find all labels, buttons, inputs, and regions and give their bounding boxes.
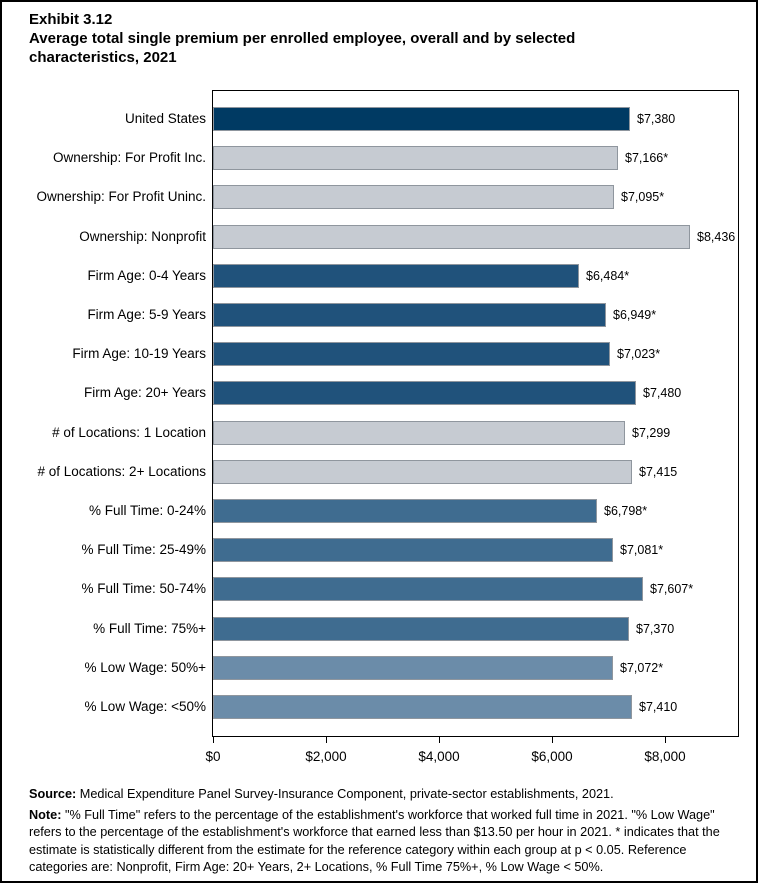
bar bbox=[213, 381, 636, 405]
category-label: # of Locations: 1 Location bbox=[52, 424, 206, 440]
value-label: $7,095* bbox=[621, 190, 665, 205]
x-axis-tick-label: $6,000 bbox=[531, 749, 573, 764]
bar bbox=[213, 146, 618, 170]
value-label: $7,370 bbox=[636, 621, 675, 636]
bar bbox=[213, 107, 630, 131]
x-axis-tick bbox=[552, 737, 553, 743]
category-label: % Full Time: 0-24% bbox=[88, 503, 206, 518]
x-axis-tick-label: $8,000 bbox=[644, 749, 686, 764]
x-axis-tick bbox=[665, 737, 666, 743]
value-label: $7,410 bbox=[639, 700, 678, 714]
bar bbox=[213, 577, 643, 601]
value-label: $6,484* bbox=[586, 268, 630, 283]
bar bbox=[213, 499, 597, 523]
x-axis-tick bbox=[213, 737, 214, 743]
value-label: $7,480 bbox=[643, 386, 682, 401]
bar bbox=[213, 303, 606, 327]
exhibit-number: Exhibit 3.12 bbox=[29, 11, 113, 28]
source-label: Source: bbox=[29, 787, 77, 801]
x-axis-tick bbox=[326, 737, 327, 743]
value-label: $7,607* bbox=[650, 582, 694, 597]
bar bbox=[213, 656, 613, 680]
x-axis-tick bbox=[439, 737, 440, 743]
category-label: % Full Time: 50-74% bbox=[81, 581, 206, 597]
value-label: $8,436 bbox=[697, 229, 736, 244]
bar bbox=[213, 617, 629, 641]
value-label: $7,415 bbox=[639, 464, 678, 479]
category-label: Firm Age: 0-4 Years bbox=[87, 267, 206, 283]
category-label: United States bbox=[124, 111, 206, 126]
value-label: $7,166* bbox=[625, 151, 669, 166]
category-label: % Full Time: 25-49% bbox=[81, 542, 206, 558]
value-label: $7,072* bbox=[620, 660, 664, 675]
category-label: Firm Age: 10-19 Years bbox=[72, 346, 206, 362]
category-label: # of Locations: 2+ Locations bbox=[37, 463, 206, 479]
category-label: Ownership: For Profit Uninc. bbox=[36, 189, 206, 205]
bar bbox=[213, 695, 632, 719]
bar bbox=[213, 342, 610, 366]
bar bbox=[213, 264, 579, 288]
chart-title-block bbox=[29, 10, 677, 67]
category-label: % Low Wage: 50%+ bbox=[84, 659, 206, 675]
method-note bbox=[29, 807, 741, 877]
value-label: $6,798* bbox=[604, 504, 648, 518]
category-label: Ownership: Nonprofit bbox=[79, 228, 206, 244]
category-label: % Full Time: 75%+ bbox=[93, 620, 206, 636]
bar bbox=[213, 538, 613, 562]
bar bbox=[213, 225, 690, 249]
value-label: $7,299 bbox=[632, 425, 671, 440]
chart-title: Average total single premium per enrolled employee, overall and by selected characteristics, 2021 bbox=[29, 30, 576, 66]
footnotes bbox=[29, 786, 741, 877]
source-note bbox=[29, 786, 741, 804]
value-label: $6,949* bbox=[613, 308, 657, 322]
bar bbox=[213, 421, 625, 445]
x-axis-tick-label: $4,000 bbox=[418, 749, 460, 764]
value-label: $7,081* bbox=[620, 543, 664, 558]
category-label: % Low Wage: <50% bbox=[84, 699, 206, 714]
note-label: Note: bbox=[29, 807, 62, 822]
value-label: $7,380 bbox=[637, 112, 676, 126]
x-axis-tick-label: $2,000 bbox=[305, 749, 347, 764]
bar bbox=[213, 185, 614, 209]
bar bbox=[213, 460, 632, 484]
category-label: Firm Age: 20+ Years bbox=[84, 385, 206, 401]
category-label: Firm Age: 5-9 Years bbox=[87, 307, 206, 322]
category-label: Ownership: For Profit Inc. bbox=[52, 150, 206, 166]
source-text: Medical Expenditure Panel Survey-Insurance Component, private-sector establishments, 2021. bbox=[76, 787, 614, 801]
value-label: $7,023* bbox=[617, 347, 661, 362]
x-axis-tick-label: $0 bbox=[205, 749, 221, 764]
note-text: "% Full Time" refers to the percentage of the establishment's workforce that worked full time in 2021. "% Low Wage" refers to the percentage of the establishment's workforce that earned less than $13.50 per hour in 2021. * indicates that the estimate is statistically different from the estimate for the reference category within each group at p < 0.05. Reference categories are: Nonprofit, Firm Age: 20+ Years, 2+ Locations, % Full Time 75%+, % Low Wage < 50%. bbox=[29, 807, 720, 874]
